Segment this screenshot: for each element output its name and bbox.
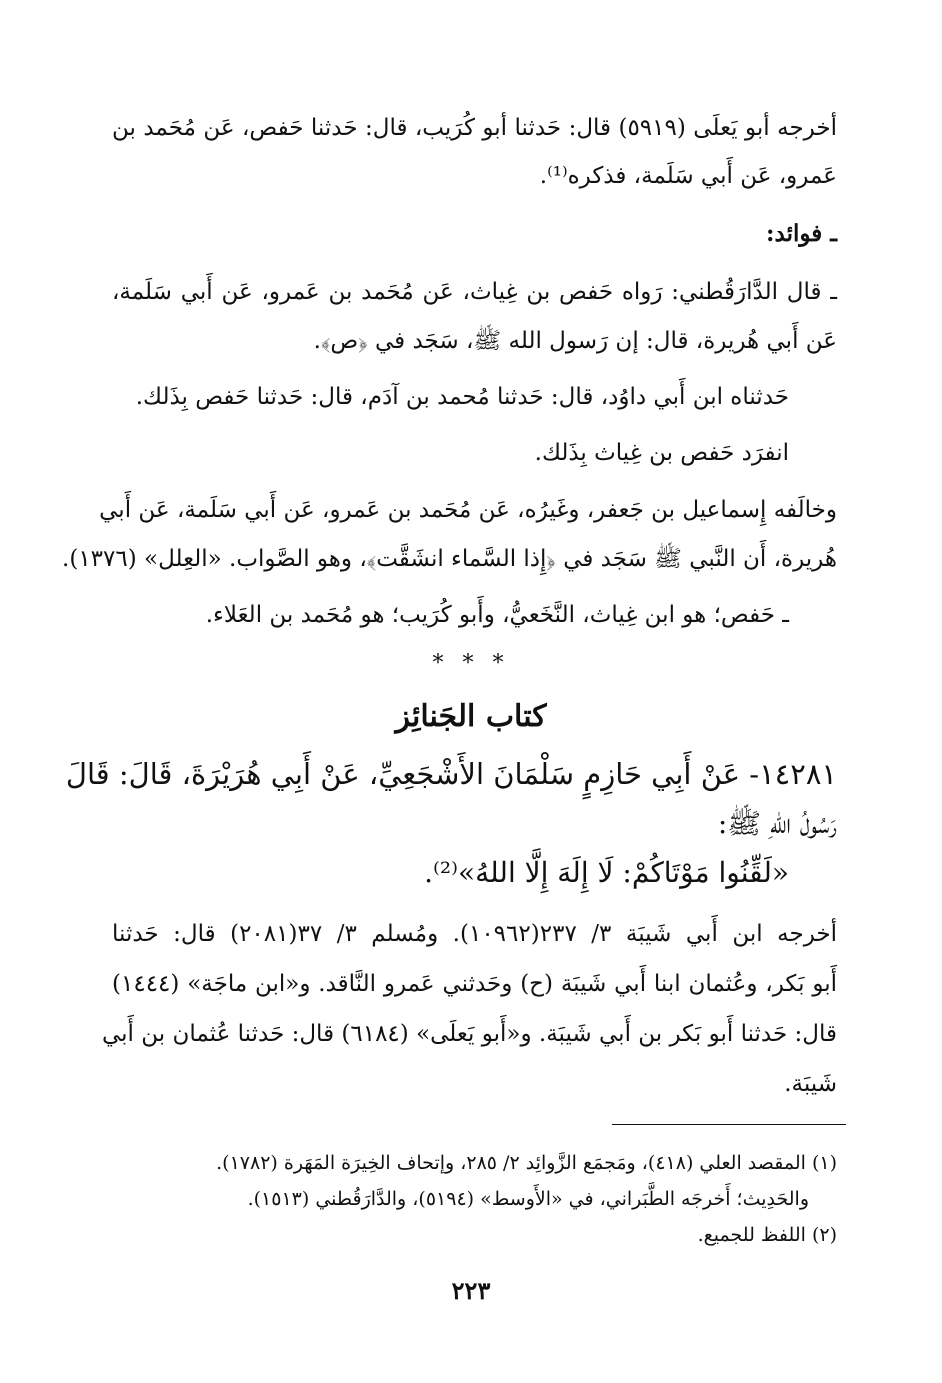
text-line: ـ قال الدَّارَقُطني: رَواه حَفص بن غِياث، عَن مُحَمد بن عَمرو، عَن أَبي سَلَمة، — [112, 279, 837, 305]
footnote: (٢) اللفظ للجميع. — [697, 1224, 837, 1246]
hadith-line: ١٤٢٨١- عَنْ أَبِي حَازِمٍ سَلْمَانَ الأَشْجَعِيِّ، عَنْ أَبِي هُرَيْرَةَ، قَالَ: قَالَ — [65, 757, 837, 791]
text-line: عَمرو، عَن أَبي سَلَمة، فذكره⁽¹⁾. — [539, 163, 837, 189]
footnote-divider — [612, 1124, 846, 1125]
chapter-title: كتاب الجَنائِز — [395, 699, 547, 734]
text-line: ـ حَفص؛ هو ابن غِياث، النَّخَعيُّ، وأَبو كُرَيب؛ هو مُحَمد بن العَلاء. — [205, 602, 789, 628]
text-line: أخرجه ابن أَبي شَيبَة ٣/ ٢٣٧(١٠٩٦٢). ومُسلم ٣/ ٣٧(٢٠٨١) قال: حَدثنا — [112, 921, 837, 947]
text-line: أَبو بَكر، وعُثمان ابنا أَبي شَيبَة (ح) وحَدثني عَمرو النَّاقد. و«ابن ماجَة» (١٤٤٤) — [112, 971, 837, 997]
hadith-line: رَسُولُ اللهِ ﷺ: — [717, 807, 837, 840]
text-line: حَدثناه ابن أَبي داوُد، قال: حَدثنا مُحمد بن آدَم، قال: حَدثنا حَفص بِذَلك. — [135, 384, 789, 410]
text-line: وخالَفه إِسماعيل بن جَعفر، وغَيرُه، عَن مُحَمد بن عَمرو، عَن أَبي سَلَمة، عَن أَبي — [99, 497, 837, 523]
hadith-matn: «لَقِّنُوا مَوْتَاكُمْ: لَا إِلَهَ إِلَّا اللهُ»⁽²⁾. — [424, 856, 789, 889]
text-line: أخرجه أبو يَعلَى (٥٩١٩) قال: حَدثنا أبو كُرَيب، قال: حَدثنا حَفص، عَن مُحَمد بن — [112, 115, 837, 141]
text-line: شَيبَة. — [784, 1071, 837, 1097]
text-line: قال: حَدثنا أَبو بَكر بن أَبي شَيبَة. و«أَبو يَعلَى» (٦١٨٤) قال: حَدثنا عُثمان بن أَبي — [101, 1021, 837, 1047]
section-separator: * * * — [432, 651, 510, 676]
footnote: (١) المقصد العلي (٤١٨)، ومَجمَع الزَّوائِد ٢/ ٢٨٥، وإتحاف الخِيرَة المَهَرة (١٧٨٢). — [216, 1152, 837, 1174]
text-line: عَن أَبي هُريرة، قال: إن رَسول الله ﷺ، سَجَد في ﴿ص﴾. — [313, 328, 837, 354]
text-line: انفرَد حَفص بن غِياث بِذَلك. — [534, 440, 789, 466]
footnote: والحَدِيث؛ أَخرجَه الطَّبَراني، في «الأَوسط» (٥١٩٤)، والدَّارَقُطني (١٥١٣). — [247, 1188, 809, 1210]
page-number: ٢٢٣ — [451, 1276, 491, 1305]
text-line: هُريرة، أَن النَّبي ﷺ سَجَد في ﴿إِذا السَّماء انشَقَّت﴾، وهو الصَّواب. «العِلل» (١٣٧٦). — [62, 546, 837, 572]
section-heading: ـ فوائد: — [766, 220, 837, 247]
